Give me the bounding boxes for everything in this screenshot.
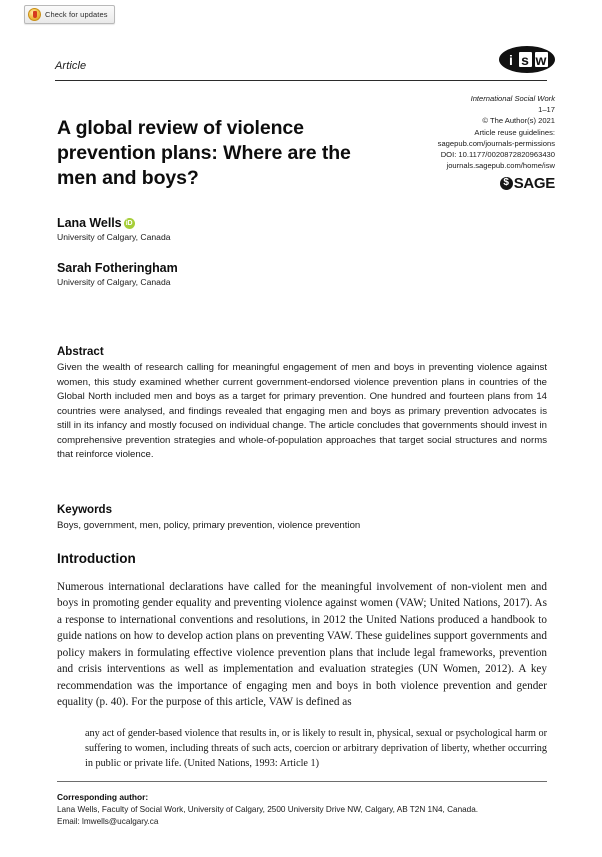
orcid-icon[interactable]: iD — [124, 218, 135, 229]
isw-journal-logo-icon — [499, 46, 555, 73]
corresponding-author-address: Lana Wells, Faculty of Social Work, University of Calgary, 2500 University Drive NW, Calgary, AB T2N 1N4, Canada. — [57, 804, 479, 814]
keywords-section — [57, 504, 547, 534]
footer-divider — [57, 781, 547, 782]
author-name-row — [57, 216, 457, 230]
corresponding-author-heading: Corresponding author: — [57, 792, 149, 802]
introduction-heading: Introduction — [57, 551, 136, 566]
permissions-link[interactable]: sagepub.com/journals-permissions — [437, 138, 555, 148]
journal-home-link[interactable]: journals.sagepub.com/home/isw — [446, 161, 555, 171]
introduction-body: Numerous international declarations have called for the meaningful involvement of non-violent men and boys in promoting gender equality and preventing violence against women (VAW; United Nations, 2017). As a response to international conventions and resolutions, in 2012 the United Nations produced a handbook to guide nations on how to develop action plans on preventing VAW. These guidelines support governments and policy makers in formulating effective violence prevention plans that include legal frameworks, prevention and crisis interventions as well as implementation and evaluation strategies (UN Women, 2012). A key recommendation was the importance of engaging men and boys in both violence prevention and gender equality (p. 40). For the purpose of this article, VAW is defined as — [57, 581, 547, 709]
check-for-updates-badge[interactable] — [24, 5, 115, 24]
author-list — [57, 216, 457, 306]
keywords-heading: Keywords — [57, 504, 112, 516]
sage-publisher-logo — [335, 176, 555, 191]
author-affiliation: University of Calgary, Canada — [57, 232, 171, 242]
author-name-row — [57, 261, 457, 275]
author-entry — [57, 261, 457, 287]
isw-logo-letter-i: i — [509, 51, 513, 68]
abstract-heading: Abstract — [57, 346, 104, 358]
corresponding-author-email[interactable]: Email: lmwells@ucalgary.ca — [57, 816, 159, 826]
vaw-definition-blockquote: any act of gender-based violence that results in, or is likely to result in, physical, sexual or psychological harm or suffering to women, including threats of such acts, coercion or arbitrary deprivation of liberty, whether occurring in public or private life. (United Nations, 1993: Article 1) — [85, 728, 547, 769]
author-entry — [57, 216, 457, 242]
header-divider — [55, 80, 547, 81]
sage-mark-icon: $ — [500, 177, 513, 190]
reuse-guidelines-label: Article reuse guidelines: — [474, 127, 555, 137]
page-range: 1–17 — [538, 105, 555, 115]
abstract-body: Given the wealth of research calling for meaningful engagement of men and boys in preventing violence against women, this study examined whether current government-endorsed violence prevention plans in countries of the Global North included men and boys as a target for primary prevention. One hundred and fourteen plans from 14 countries were analysed, and findings revealed that engaging men and boys as primary prevention advocates is still in its infancy and mostly focused on individual change. The article concludes that governments should invest in comprehensive prevention strategies and whole-of-population approaches that target social structures and norms that reinforce violence. — [57, 362, 547, 461]
crossmark-icon — [28, 8, 41, 21]
corresponding-author-block — [57, 791, 547, 828]
abstract-section — [57, 346, 547, 463]
page-title: A global review of violence prevention plans: Where are the men and boys? — [57, 117, 351, 189]
article-type-label: Article — [55, 60, 87, 72]
author-name: Lana Wells — [57, 216, 122, 230]
isw-logo-letter-s: s — [519, 52, 532, 67]
journal-metadata — [335, 93, 555, 191]
author-name: Sarah Fotheringham — [57, 261, 178, 275]
check-for-updates-label: Check for updates — [45, 10, 108, 19]
isw-logo-letter-w: w — [535, 51, 547, 68]
sage-wordmark: SAGE — [513, 174, 555, 192]
running-head — [55, 60, 547, 81]
keywords-body: Boys, government, men, policy, primary prevention, violence prevention — [57, 520, 361, 531]
journal-name: International Social Work — [470, 94, 555, 103]
author-affiliation: University of Calgary, Canada — [57, 277, 171, 287]
doi-line[interactable]: DOI: 10.1177/0020872820963430 — [440, 150, 555, 160]
copyright-line: © The Author(s) 2021 — [482, 116, 555, 126]
